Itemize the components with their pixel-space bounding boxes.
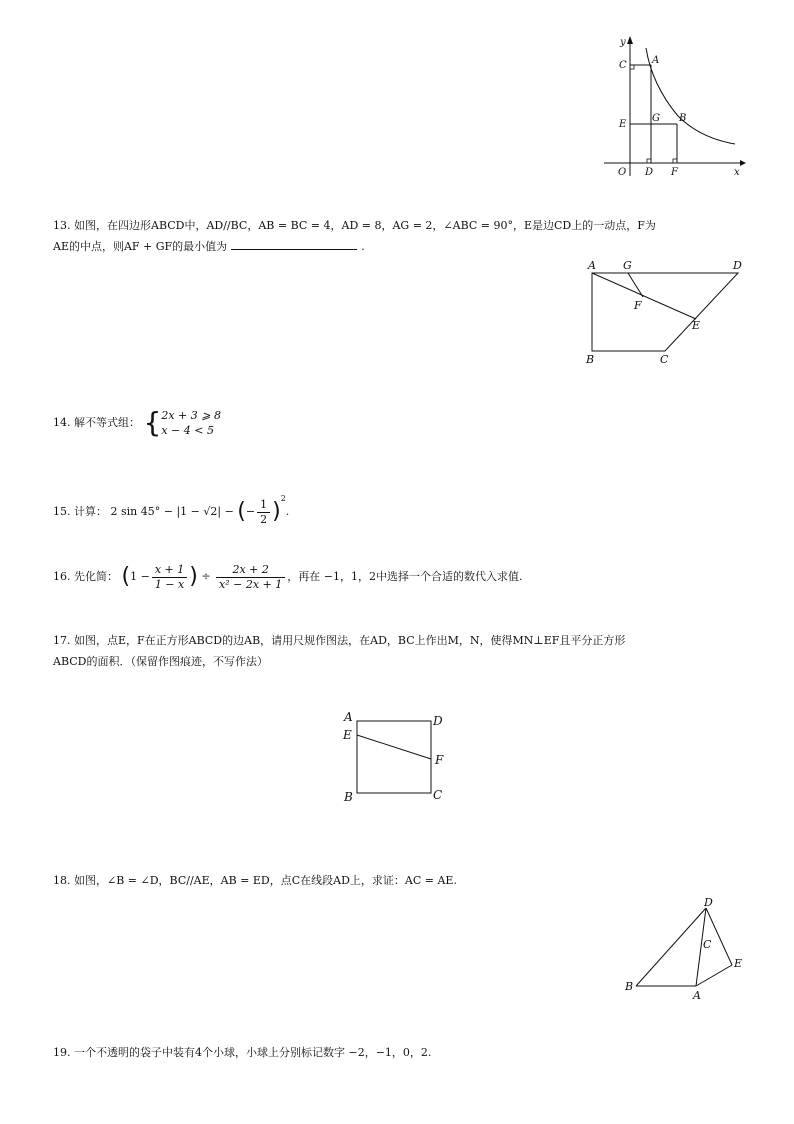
label-B: B: [586, 353, 595, 366]
question-number: 15.: [53, 505, 71, 518]
answer-blank[interactable]: [231, 237, 357, 250]
question-suffix: ，再在 −1，1，2中选择一个合适的数代入求值.: [287, 570, 523, 583]
question-text-line1: 如图，在四边形ABCD中，AD//BC，AB = BC = 4，AD = 8，AG = 2，∠ABC = 90°，E是边CD上的一动点，F为: [74, 219, 656, 232]
label-D: D: [645, 167, 654, 178]
figure-q12-graph: [600, 30, 750, 180]
question-15: [53, 484, 289, 527]
question-number: 19.: [53, 1046, 71, 1059]
label-B: B: [344, 790, 353, 804]
question-text-line1: 如图，点E，F在正方形ABCD的边AB，请用尺规作图法，在AD，BC上作出M，N，使得MN⊥EF且平分正方形: [74, 634, 626, 647]
paren-close: ): [189, 564, 198, 589]
label-A: A: [693, 989, 701, 1002]
fraction-half: [257, 498, 270, 527]
inequality-1: 2x + 3 ⩾ 8: [161, 409, 221, 422]
period: .: [361, 240, 365, 253]
numerator: x + 1: [152, 563, 187, 578]
inequality-system: [161, 408, 221, 438]
question-prefix: 解不等式组：: [74, 416, 140, 429]
label-C: C: [433, 788, 443, 802]
negative-sign: −: [245, 505, 256, 518]
question-number: 18.: [53, 874, 71, 887]
fraction-1: [152, 563, 187, 592]
expression-part: 2 sin 45° − |1 − √2| −: [110, 505, 234, 518]
question-number: 14.: [53, 416, 71, 429]
inequality-2: x − 4 < 5: [161, 424, 214, 437]
question-number: 16.: [53, 570, 71, 583]
label-D: D: [704, 896, 713, 909]
question-text: 一个不透明的袋子中装有4个小球，小球上分别标记数字 −2，−1，0，2.: [74, 1046, 432, 1059]
label-G: G: [623, 259, 632, 272]
question-prefix: 先化简：: [74, 570, 118, 583]
paren-open: (: [121, 564, 131, 589]
denominator: 1 − x: [154, 577, 185, 591]
label-C: C: [703, 938, 712, 951]
question-text-line2: AE的中点，则AF + GF的最小值为: [53, 240, 228, 253]
question-number: 17.: [53, 634, 71, 647]
label-E: E: [734, 957, 743, 970]
label-A: A: [652, 55, 660, 66]
label-A: A: [344, 710, 353, 724]
label-D: D: [733, 259, 742, 272]
question-text: 如图，∠B = ∠D，BC//AE，AB = ED，点C在线段AD上，求证：AC = AE.: [74, 874, 457, 887]
label-x: x: [734, 167, 740, 178]
label-B: B: [625, 980, 634, 993]
question-19: [53, 1042, 431, 1064]
label-C: C: [660, 353, 669, 366]
question-14: [53, 408, 221, 438]
denominator: 2: [260, 512, 268, 526]
question-13-line2: [53, 236, 365, 258]
label-y: y: [620, 37, 626, 48]
question-16: [53, 561, 523, 593]
question-prefix: 计算：: [74, 505, 107, 518]
label-E: E: [343, 728, 352, 742]
label-D: D: [433, 714, 443, 728]
numerator: 2x + 2: [216, 563, 285, 578]
question-text-line2: ABCD的面积．（保留作图痕迹，不写作法）: [53, 655, 268, 668]
question-18: [53, 870, 457, 892]
label-F: F: [671, 167, 678, 178]
paren-close: ): [272, 499, 281, 524]
question-17-line2: [53, 651, 268, 673]
label-C: C: [619, 60, 627, 71]
numerator: 1: [257, 498, 270, 513]
label-O: O: [618, 167, 627, 178]
figure-q17-square: [335, 705, 455, 810]
question-17: [53, 630, 625, 652]
figure-q13-quadrilateral: [580, 255, 750, 370]
label-E: E: [692, 319, 701, 332]
label-A: A: [588, 259, 596, 272]
label-F: F: [634, 299, 642, 312]
question-13: [53, 215, 656, 237]
exponent: 2: [280, 494, 286, 503]
figure-q18-triangles: [620, 895, 750, 1005]
fraction-2: [216, 563, 285, 592]
label-E: E: [619, 119, 627, 130]
brace: {: [143, 406, 162, 439]
label-F: F: [435, 753, 444, 767]
period: .: [285, 505, 290, 518]
one-minus: 1 −: [130, 570, 150, 583]
division-sign: ÷: [201, 570, 211, 583]
label-B: B: [679, 113, 687, 124]
paren-open: (: [237, 499, 246, 524]
question-number: 13.: [53, 219, 71, 232]
label-G: G: [652, 113, 660, 124]
denominator: x² − 2x + 1: [219, 577, 283, 591]
